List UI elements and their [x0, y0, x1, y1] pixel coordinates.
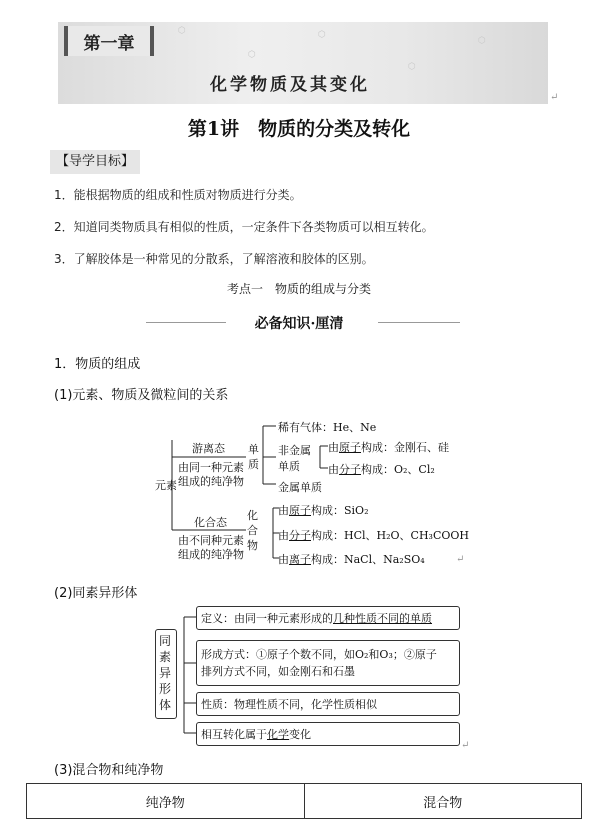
knowledge-banner: 必备知识·厘清	[254, 316, 344, 332]
subsection-heading: (2)同素异形体	[54, 586, 138, 601]
compound-label: 化合物	[247, 509, 258, 552]
noble-gas-item: 稀有气体：He、Ne	[278, 421, 377, 434]
simple-substance-label: 单质	[248, 443, 259, 471]
molecule-nonmetal-item: 由分子构成：O₂、Cl₂	[328, 463, 435, 476]
paragraph-mark: ↵	[550, 92, 559, 103]
goals-tag: 【导学目标】	[50, 150, 140, 174]
table-row	[27, 784, 582, 819]
compound-molecule-item: 由分子构成：HCl、H₂O、CH₃COOH	[278, 529, 470, 542]
goal-item: 3．了解胶体是一种常见的分散系，了解溶液和胶体的区别。	[54, 252, 374, 266]
allotrope-root: 同素异形体	[159, 634, 172, 712]
subsection-heading: (3)混合物和纯净物	[54, 763, 164, 778]
nonmetal-label: 单质	[278, 460, 300, 473]
nonmetal-label: 非金属	[278, 444, 311, 457]
metal-item: 金属单质	[278, 481, 322, 494]
compound-atom-item: 由原子构成：SiO₂	[278, 504, 369, 517]
goal-item: 2．知道同类物质具有相似的性质，一定条件下各类物质可以相互转化。	[54, 220, 434, 234]
compound-ion-item: 由离子构成：NaCl、Na₂SO₄	[278, 553, 425, 566]
table-header-cell: 纯净物	[27, 784, 305, 819]
banner-decoration: ⬡	[178, 26, 186, 36]
banner-decoration: ⬡	[248, 50, 256, 60]
definition-text: 定义：由同一种元素形成的几种性质不同的单质	[201, 612, 432, 625]
paragraph-mark: ↵	[461, 740, 470, 751]
atom-nonmetal-item: 由原子构成：金刚石、硅	[328, 441, 449, 454]
combined-state-label: 化合态	[194, 516, 227, 529]
formation-text: 形成方式：①原子个数不同，如O₂和O₃；②原子	[201, 648, 437, 661]
combined-state-desc: 组成的纯净物	[178, 548, 244, 561]
kaodian-title: 考点一 物质的组成与分类	[226, 282, 371, 296]
lecture-title: 第1讲 物质的分类及转化	[187, 118, 411, 140]
chapter-label: 第一章	[64, 26, 154, 56]
chapter-title: 化学物质及其变化	[210, 75, 370, 95]
free-state-desc: 组成的纯净物	[178, 475, 244, 488]
section-heading: 1．物质的组成	[54, 357, 141, 372]
banner-decoration: ⬡	[408, 62, 416, 72]
pure-mixture-table	[26, 783, 582, 819]
root-element: 元素	[155, 479, 177, 492]
property-text: 性质：物理性质不同，化学性质相似	[201, 698, 377, 711]
free-state-label: 游离态	[192, 442, 225, 455]
free-state-desc: 由同一种元素	[178, 461, 244, 474]
table-header-cell: 混合物	[304, 784, 582, 819]
banner-decoration: ⬡	[478, 36, 486, 46]
banner-decoration: ⬡	[318, 30, 326, 40]
subsection-heading: (1)元素、物质及微粒间的关系	[54, 388, 229, 403]
paragraph-mark: ↵	[456, 554, 465, 565]
conversion-text: 相互转化属于化学变化	[201, 728, 311, 741]
goal-item: 1．能根据物质的组成和性质对物质进行分类。	[54, 188, 302, 202]
formation-text: 排列方式不同，如金刚石和石墨	[201, 665, 355, 678]
combined-state-desc: 由不同种元素	[178, 534, 244, 547]
